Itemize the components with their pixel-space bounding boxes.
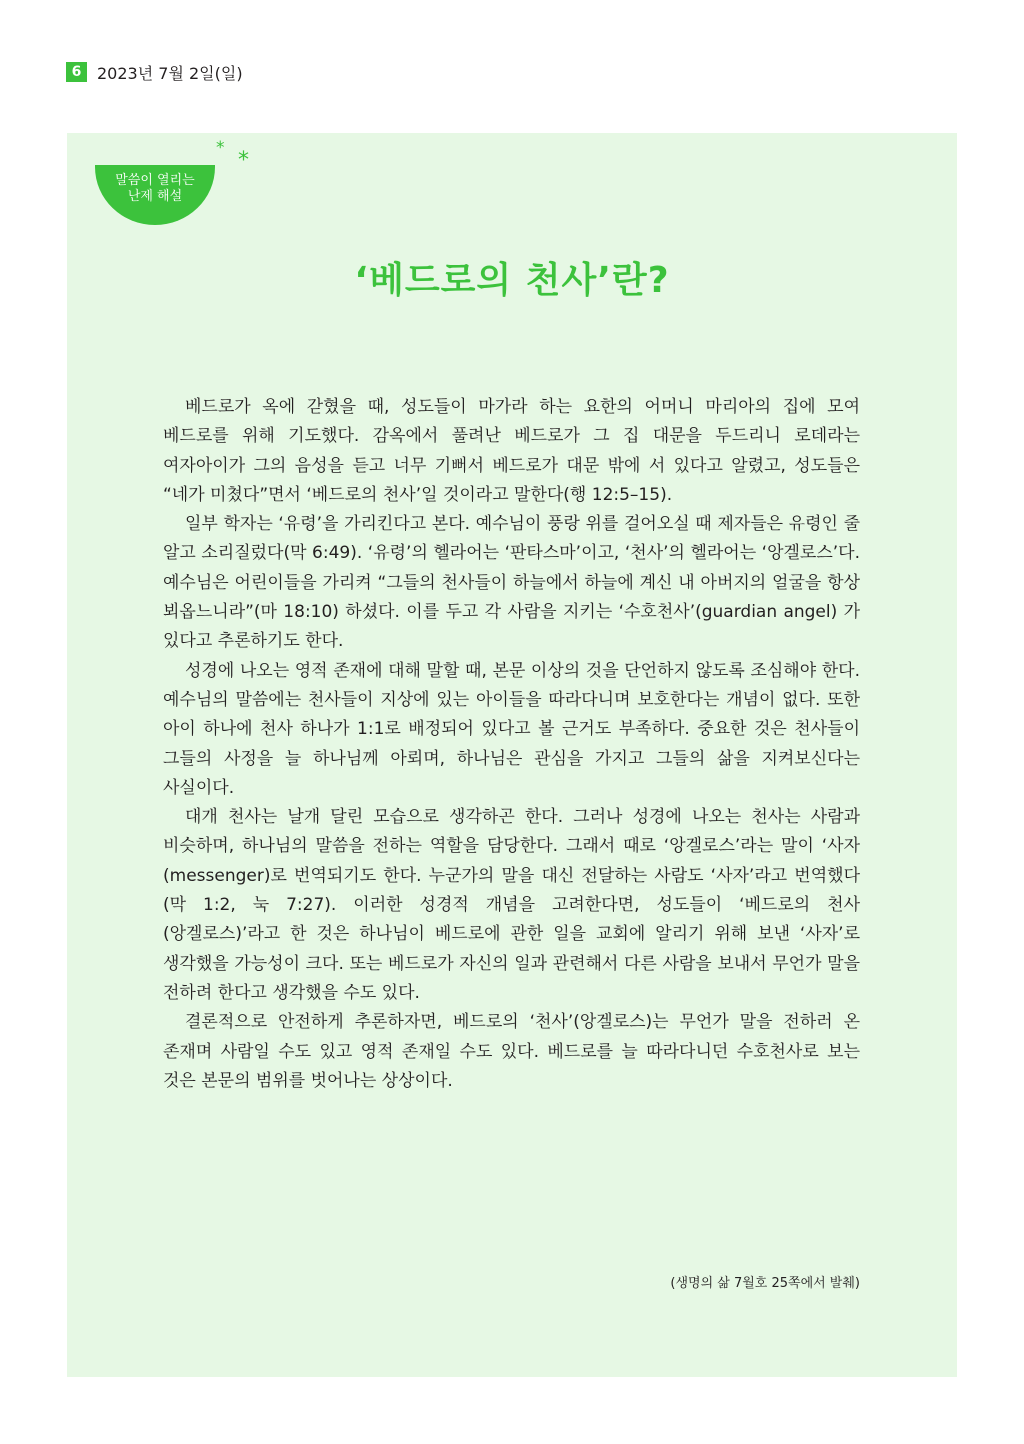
badge-line-1: 말씀이 열리는: [115, 173, 195, 188]
issue-date: 2023년 7월 2일(일): [97, 63, 243, 83]
badge-line-2: 난제 해설: [127, 189, 183, 204]
article-body: [163, 393, 860, 1096]
paragraph: 대개 천사는 날개 달린 모습으로 생각하곤 한다. 그러나 성경에 나오는 천사는 사람과 비슷하며, 하나님의 말씀을 전하는 역할을 담당한다. 그래서 때로 ‘앙겔로스’라는 말이 ‘사자(messenger)로 번역되기도 한다. 누군가의 말을 대신 전달하는 사람도 ‘사자’라고 번역했다(막 1:2, 눅 7:27). 이러한 성경적 개념을 고려한다면, 성도들이 ‘베드로의 천사(앙겔로스)’라고 한 것은 하나님이 베드로에 관한 일을 교회에 알리기 위해 보낸 ‘사자’로 생각했을 가능성이 크다. 또는 베드로가 자신의 일과 관련해서 다른 사람을 보내서 무언가 말을 전하려 한다고 생각했을 수도 있다.: [163, 807, 860, 1003]
paragraph: 베드로가 옥에 갇혔을 때, 성도들이 마가라 하는 요한의 어머니 마리아의 집에 모여 베드로를 위해 기도했다. 감옥에서 풀려난 베드로가 그 집 대문을 두드리니 로데라는 여자아이가 그의 음성을 듣고 너무 기뻐서 베드로가 대문 밖에 서 있다고 알렸고, 성도들은 “네가 미쳤다”면서 ‘베드로의 천사’일 것이라고 말한다(행 12:5–15).: [163, 397, 860, 505]
article-title: ‘베드로의 천사’란?: [354, 260, 670, 301]
page-header: [66, 61, 243, 83]
paragraph: 결론적으로 안전하게 추론하자면, 베드로의 ‘천사’(앙겔로스)는 무언가 말을 전하러 온 존재며 사람일 수도 있고 영적 존재일 수도 있다. 베드로를 늘 따라다니던 수호천사로 보는 것은 본문의 범위를 벗어나는 상상이다.: [163, 1012, 860, 1091]
paragraph: 성경에 나오는 영적 존재에 대해 말할 때, 본문 이상의 것을 단언하지 않도록 조심해야 한다. 예수님의 말씀에는 천사들이 지상에 있는 아이들을 따라다니며 보호한다는 개념이 없다. 또한 아이 하나에 천사 하나가 1:1로 배정되어 있다고 볼 근거도 부족하다. 중요한 것은 천사들이 그들의 사정을 늘 하나님께 아뢰며, 하나님은 관심을 가지고 그들의 삶을 지켜보신다는 사실이다.: [163, 660, 860, 798]
star-icon: *: [238, 148, 249, 173]
page-number: 6: [66, 62, 87, 82]
source-citation: (생명의 삶 7월호 25쪽에서 발췌): [670, 1276, 860, 1291]
star-icon: *: [216, 138, 225, 158]
paragraph: 일부 학자는 ‘유령’을 가리킨다고 본다. 예수님이 풍랑 위를 걸어오실 때 제자들은 유령인 줄 알고 소리질렀다(막 6:49). ‘유령’의 헬라어는 ‘판타스마’이고, ‘천사’의 헬라어는 ‘앙겔로스’다. 예수님은 어린이들을 가리켜 “그들의 천사들이 하늘에서 하늘에 계신 내 아버지의 얼굴을 항상 뵈옵느니라”(마 18:10) 하셨다. 이를 두고 각 사람을 지키는 ‘수호천사’(guardian angel) 가 있다고 추론하기도 한다.: [163, 514, 860, 652]
